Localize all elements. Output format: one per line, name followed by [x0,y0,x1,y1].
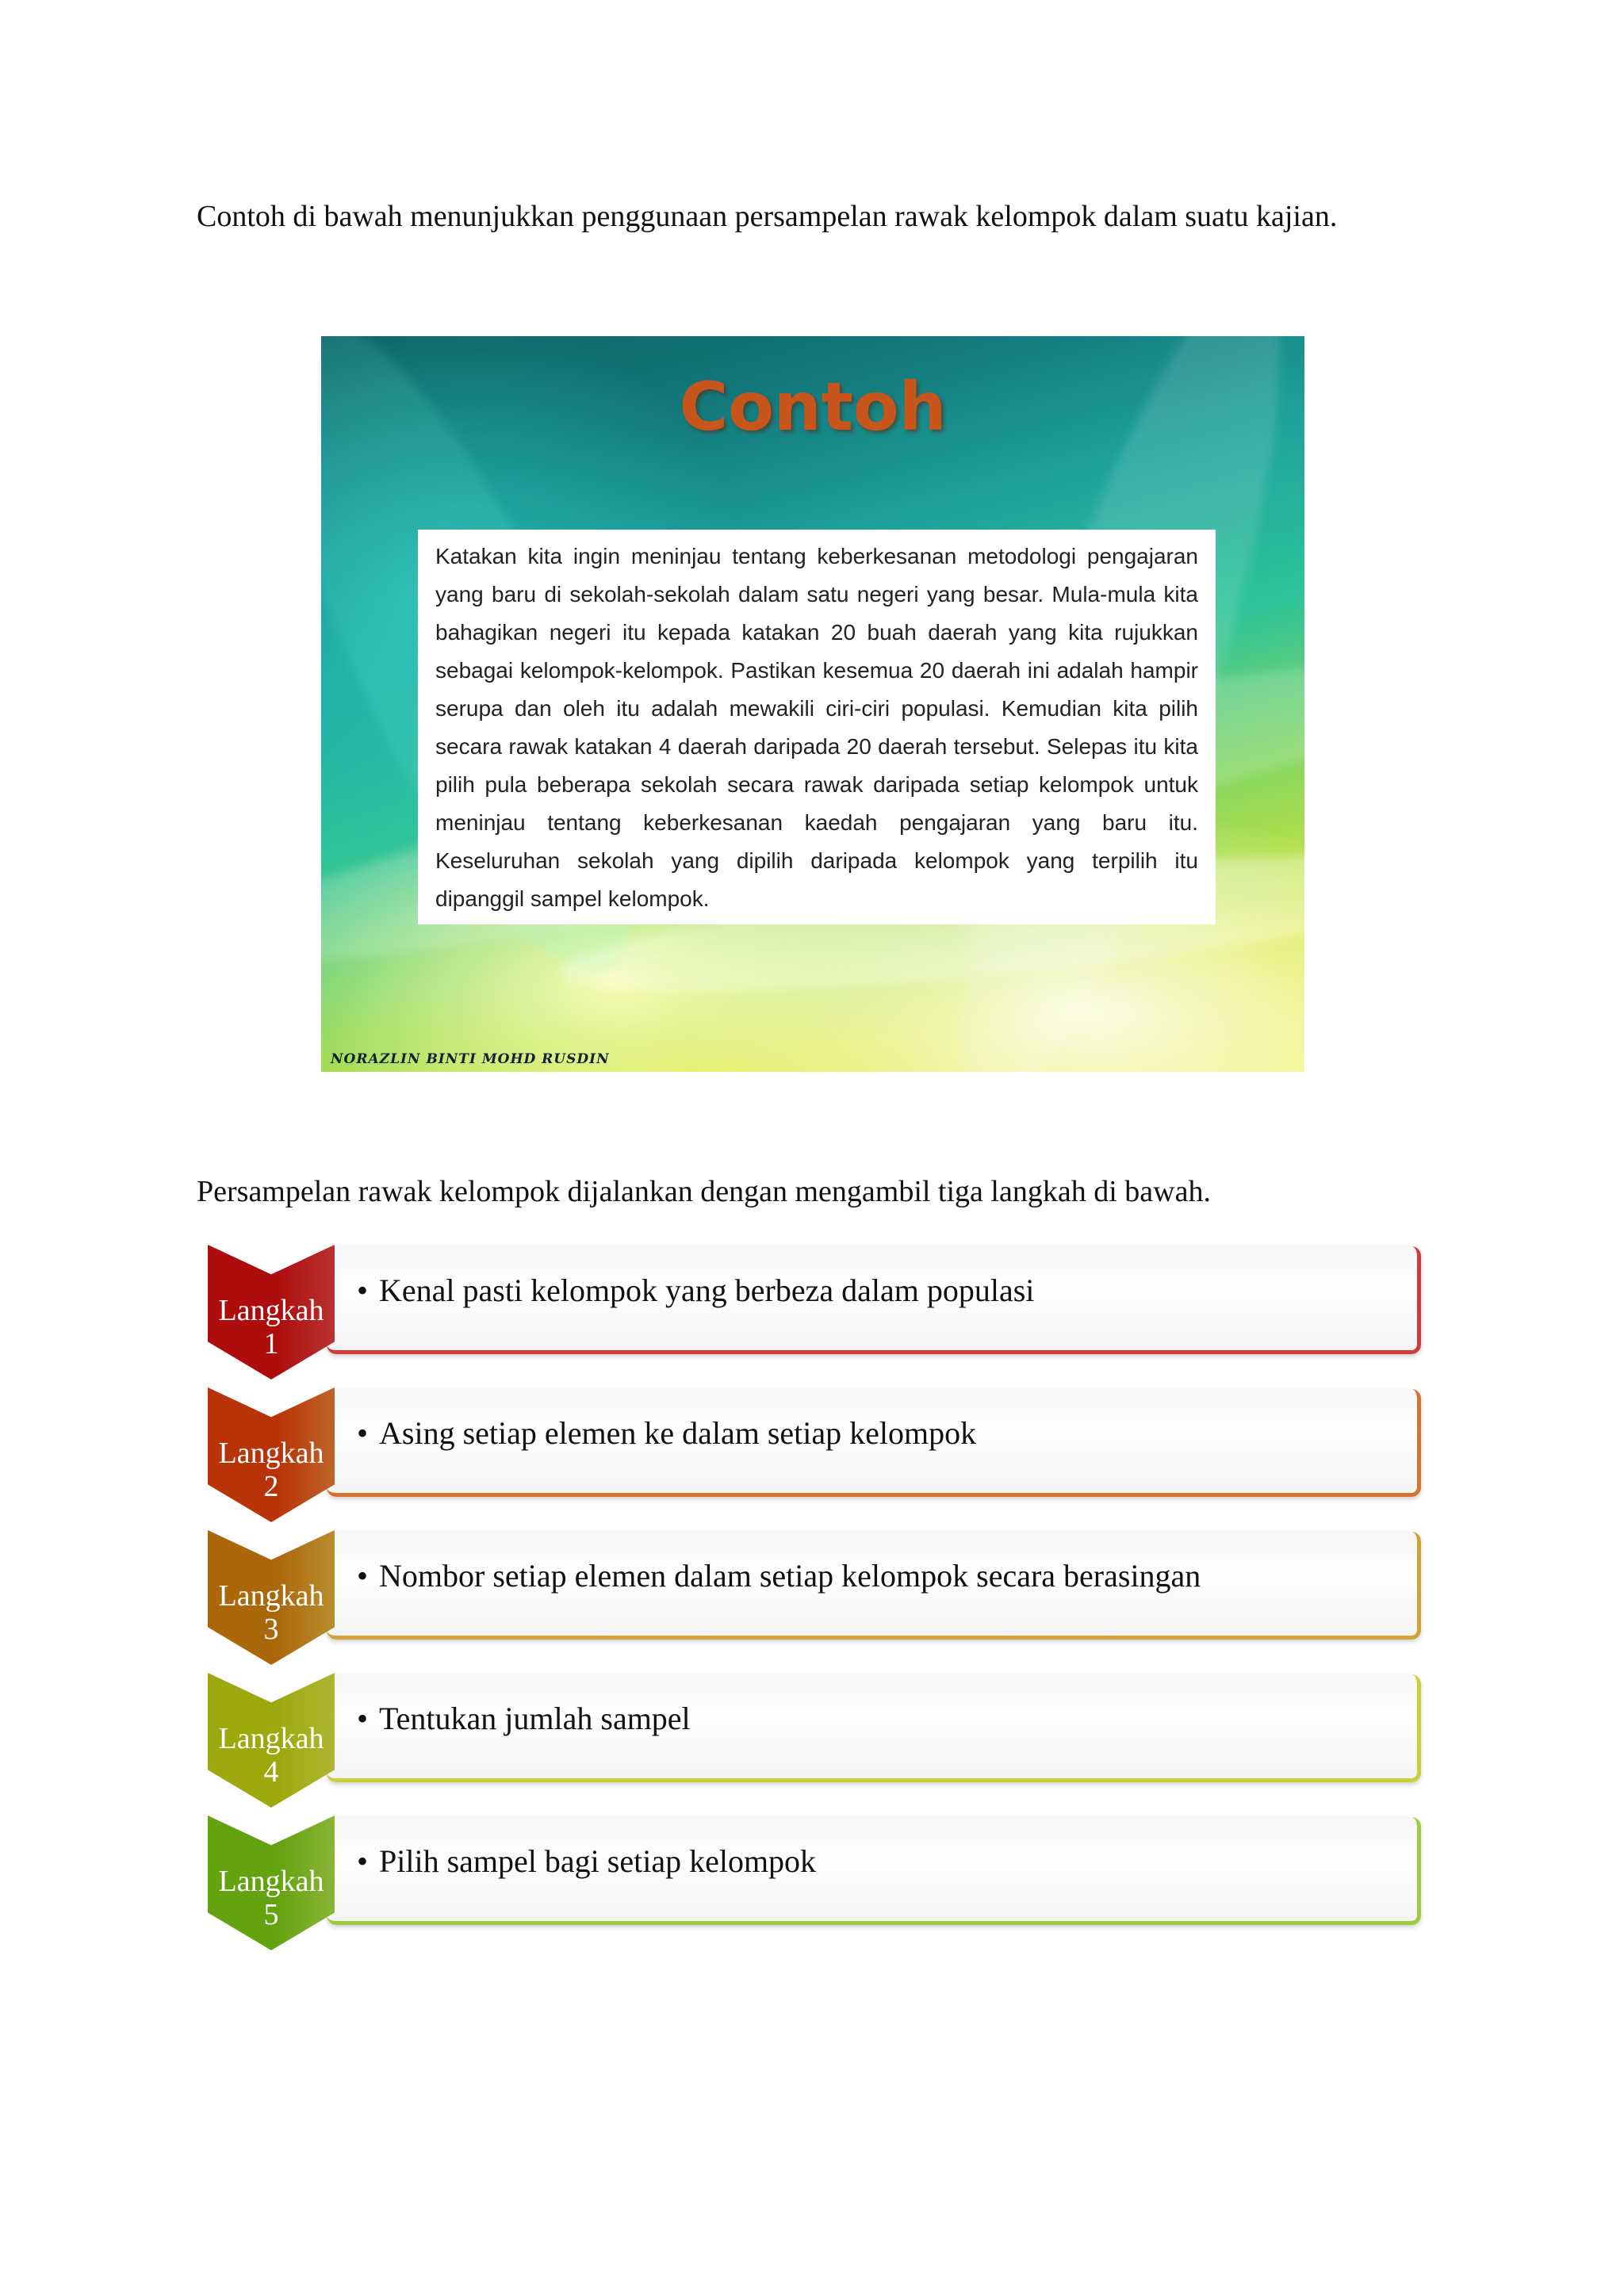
slide-text-box [418,530,1216,924]
slide-title: Contoh [679,368,947,446]
bullet: • [357,1558,369,1594]
slide-body-text: Katakan kita ingin meninjau tentang keberkesanan metodologi pengajaran yang baru di sekolah-sekolah dalam satu negeri yang besar. Mula-mula kita bahagikan negeri itu kepada katakan 20 buah daerah yang kita rujukkan sebagai kelompok-kelompok. Pastikan kesemua 20 daerah ini adalah hampir serupa dan oleh itu adalah mewakili ciri-ciri populasi. Kemudian kita pilih secara rawak katakan 4 daerah daripada 20 daerah tersebut. Selepas itu kita pilih pula beberapa sekolah secara rawak daripada setiap kelompok untuk meninjau tentang keberkesanan kaedah pengajaran yang baru itu. Keseluruhan sekolah yang dipilih daripada kelompok yang terpilih itu dipanggil sampel kelompok. [435,544,1198,911]
step-description: Nombor setiap elemen dalam setiap kelompok secara berasingan [379,1558,1201,1594]
step-3-text [357,1557,1201,1594]
slide-author-signature: NORAZLIN BINTI MOHD RUSDIN [331,1051,610,1067]
step-number: 5 [263,1898,279,1931]
step-3-label [208,1579,335,1646]
step-1-text [357,1272,1034,1309]
step-4-text [357,1700,691,1737]
step-number: 2 [263,1470,279,1503]
step-2-text [357,1414,976,1452]
bullet: • [357,1843,369,1879]
step-5-box [327,1817,1421,1925]
intro-paragraph: Contoh di bawah menunjukkan penggunaan persampelan rawak kelompok dalam suatu kajian. [197,200,1338,233]
step-1 [208,1245,1429,1387]
step-description: Kenal pasti kelompok yang berbeza dalam populasi [379,1272,1035,1308]
bullet: • [357,1701,369,1736]
step-2 [208,1387,1429,1530]
step-3 [208,1530,1429,1673]
bullet: • [357,1415,369,1451]
step-description: Asing setiap elemen ke dalam setiap kelompok [379,1415,977,1451]
example-slide-image [321,336,1304,1072]
step-3-box [327,1532,1421,1640]
step-label-text: Langkah [218,1722,324,1755]
steps-intro-paragraph: Persampelan rawak kelompok dijalankan dengan mengambil tiga langkah di bawah. [197,1175,1211,1208]
step-5 [208,1816,1429,1958]
step-label-text: Langkah [218,1294,324,1327]
step-label-text: Langkah [218,1865,324,1898]
step-5-label [208,1865,335,1931]
step-5-text [357,1843,816,1880]
step-4-box [327,1674,1421,1782]
step-1-box [327,1246,1421,1354]
step-label-text: Langkah [218,1437,324,1470]
step-description: Pilih sampel bagi setiap kelompok [379,1843,817,1879]
step-label-text: Langkah [218,1579,324,1613]
step-description: Tentukan jumlah sampel [379,1701,691,1736]
step-4-label [208,1722,335,1789]
step-2-box [327,1389,1421,1497]
step-4 [208,1673,1429,1816]
step-number: 3 [263,1613,279,1646]
step-2-label [208,1437,335,1503]
steps-diagram [208,1245,1429,2006]
step-number: 4 [263,1755,279,1789]
bullet: • [357,1272,369,1308]
step-1-label [208,1294,335,1360]
step-number: 1 [263,1327,279,1360]
